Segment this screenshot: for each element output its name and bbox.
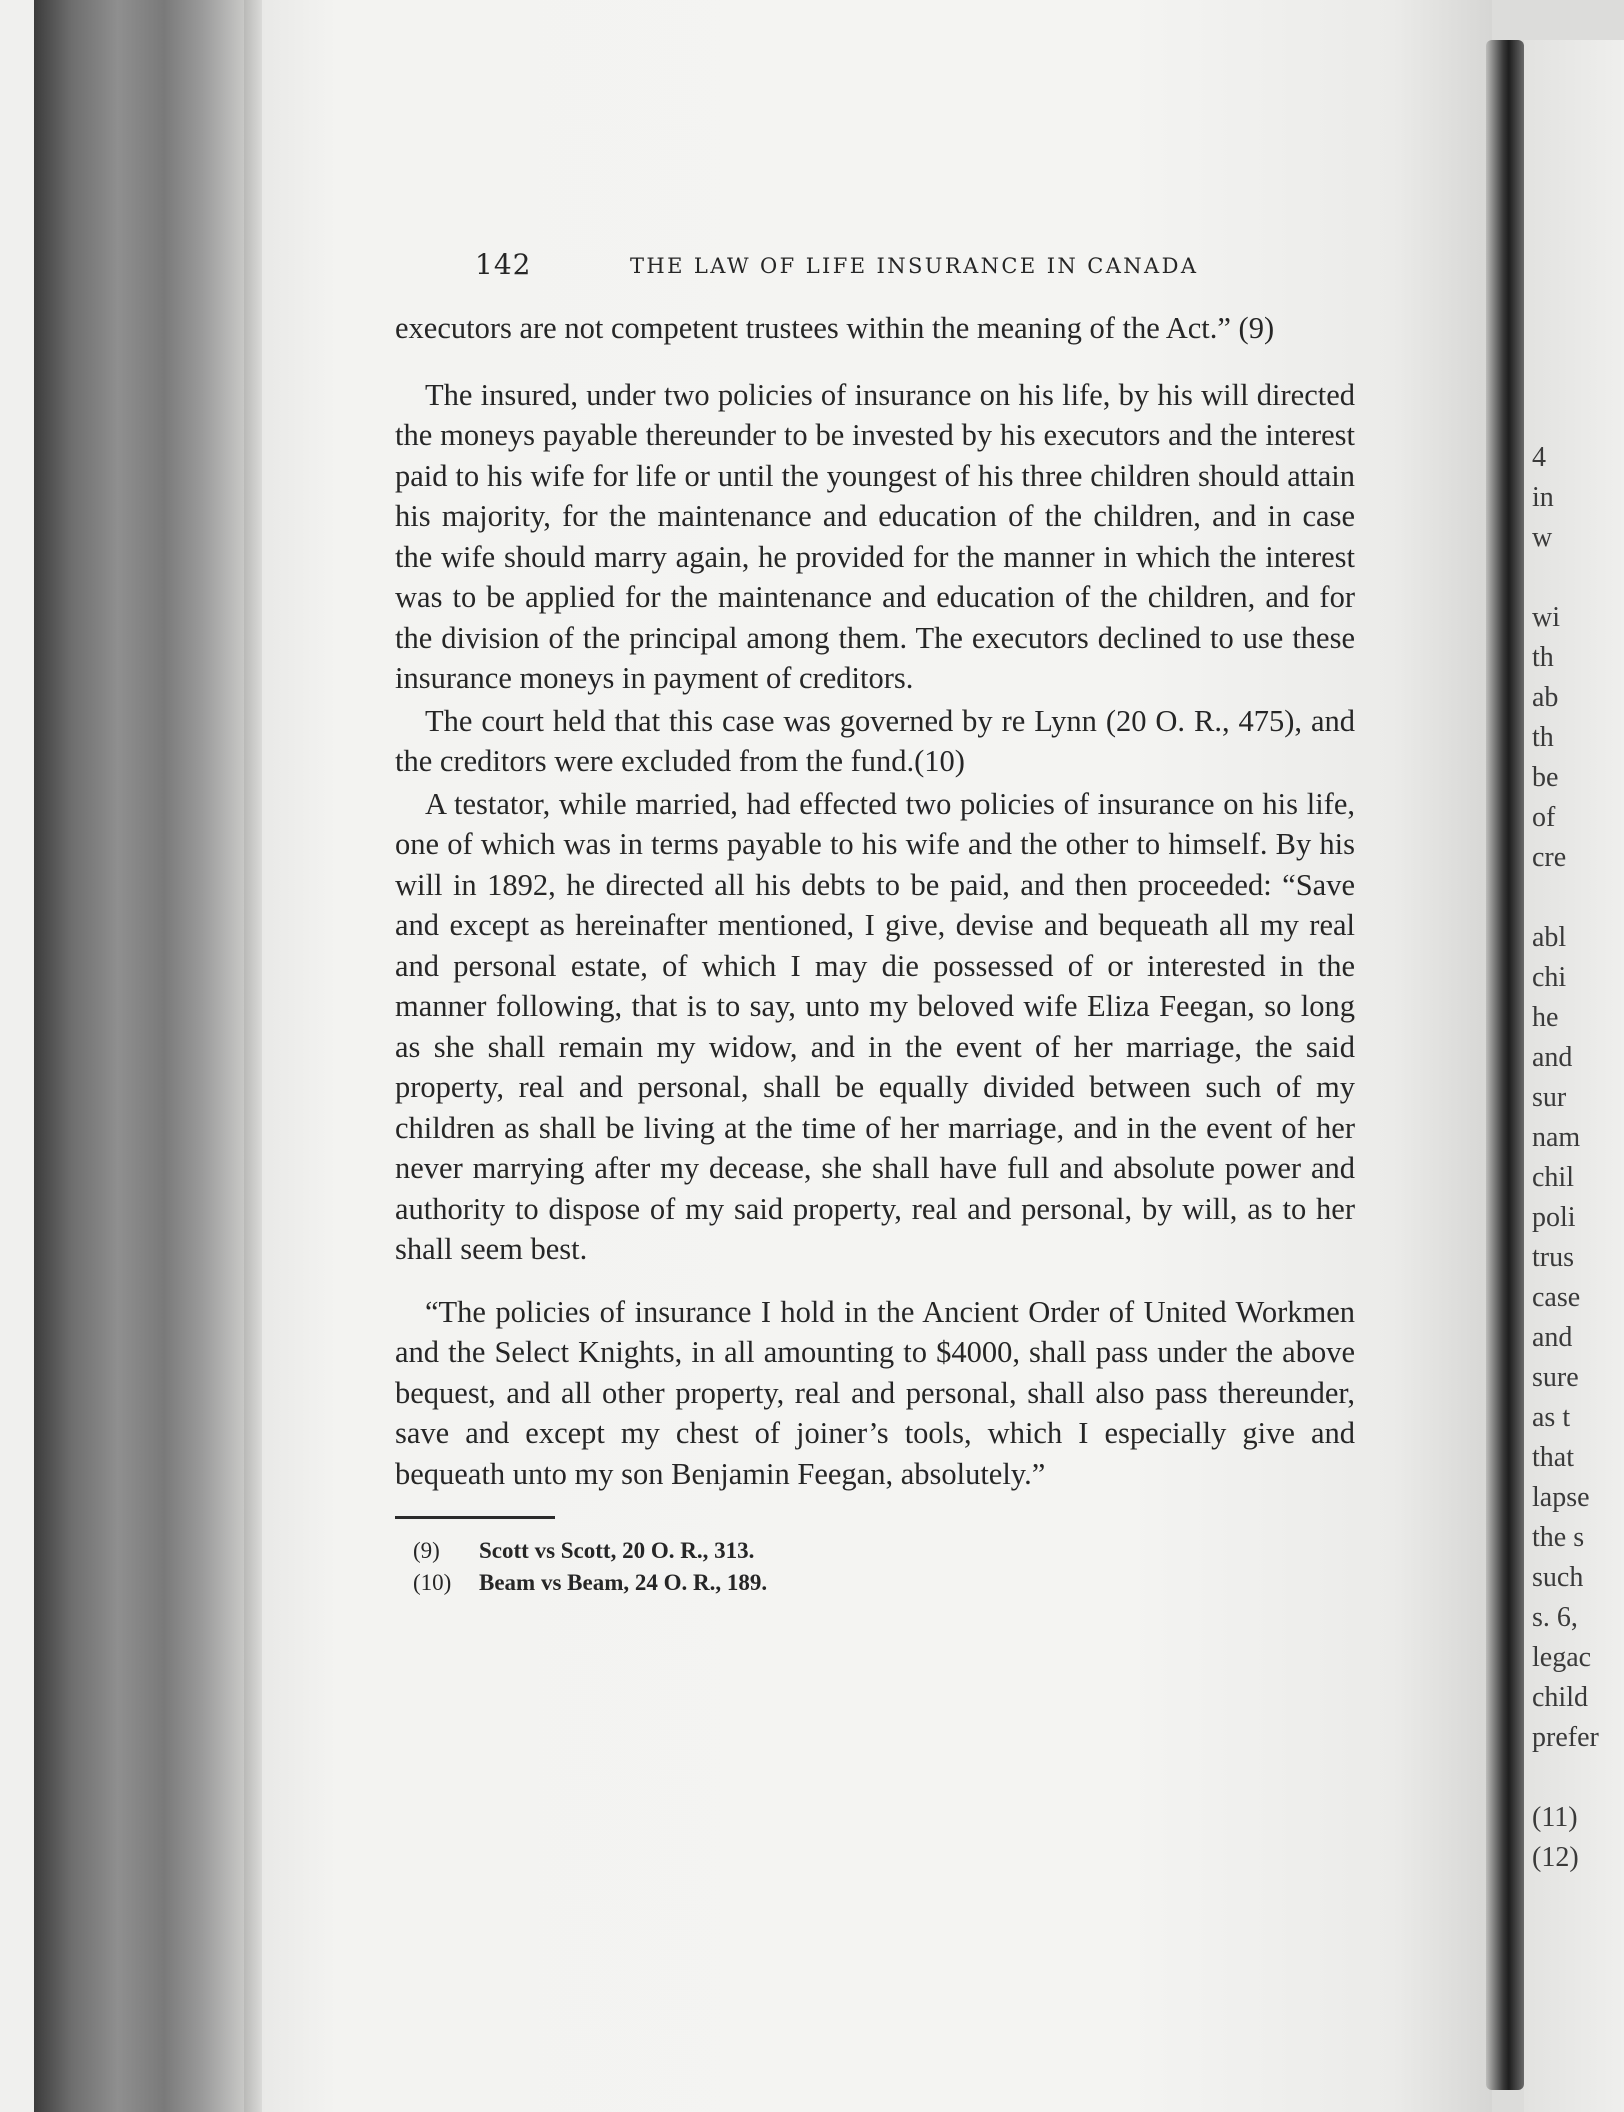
facing-page-line [1532, 1758, 1624, 1798]
book-gutter [1486, 40, 1524, 2090]
footnote-citation: Scott vs Scott, 20 O. R., 313. [479, 1538, 755, 1563]
facing-page-line: 4 [1532, 442, 1546, 473]
paragraph-court-held: The court held that this case was governed by re Lynn (20 O. R., 475), and the creditors were excluded from the fund.(10) [395, 703, 1355, 778]
facing-page-line: sure [1532, 1362, 1579, 1393]
book-page-edges [34, 0, 244, 2112]
facing-page-line: w [1532, 522, 1553, 553]
facing-page-line: that [1532, 1442, 1574, 1473]
facing-page-line: cre [1532, 842, 1567, 873]
facing-page-text [1532, 438, 1624, 1878]
facing-page-line: and [1532, 1322, 1573, 1353]
paragraph-policies-quote: “The policies of insurance I hold in the Ancient Order of United Workmen and the Select Knights, in all amounting to $4000, shall pass under the above bequest, and all other property, real and personal, shall also pass thereunder, save and except my chest of joiner’s tools, which I especially give and bequeath unto my son Benjamin Feegan, absolutely.” [395, 1294, 1355, 1491]
facing-page-line: th [1532, 722, 1554, 753]
facing-page-line: chil [1532, 1162, 1574, 1193]
facing-page-line: he [1532, 1002, 1559, 1033]
running-header [395, 248, 1355, 308]
facing-page-line: s. 6, [1532, 1602, 1578, 1633]
facing-page-line: child [1532, 1682, 1588, 1713]
facing-page-line: th [1532, 642, 1554, 673]
facing-page-line [1532, 878, 1624, 918]
facing-page-line: the s [1532, 1522, 1585, 1553]
facing-page-line: chi [1532, 962, 1567, 993]
facing-page-line: be [1532, 762, 1559, 793]
facing-page-line: such [1532, 1562, 1584, 1593]
paragraph-testator-will: A testator, while married, had effected two policies of insurance on his life, one of which was in terms payable to his wife and the other to himself. By his will in 1892, he directed all his debts to be paid, and then proceeded: “Save and except as hereinafter mentioned, I give, devise and bequeath all my real and personal estate, of which I may die possessed of or interested in the manner following, that is to say, unto my beloved wife Eliza Feegan, so long as she shall remain my widow, and in the event of her marriage, the said property, real and personal, shall be equally divided between such of my children as shall be living at the time of her marriage, and in the event of her never marrying after my decease, she shall have full and absolute power and authority to dispose of my said property, real and personal, by will, as to her shall seem best. [395, 786, 1355, 1266]
facing-page-line: of [1532, 802, 1556, 833]
running-title: THE LAW OF LIFE INSURANCE IN CANADA [630, 254, 1199, 278]
facing-page-line: ab [1532, 682, 1559, 713]
facing-page-line: poli [1532, 1202, 1576, 1233]
facing-page-line: legac [1532, 1642, 1592, 1673]
paragraph-continuation: executors are not competent trustees within the meaning of the Act.” (9) [395, 311, 1275, 345]
footnote [395, 1535, 1355, 1567]
facing-page [1524, 40, 1624, 2112]
footnote-mark: (9) [413, 1538, 440, 1563]
facing-page-line: lapse [1532, 1482, 1590, 1513]
facing-page-line: and [1532, 1042, 1573, 1073]
footnote-mark: (10) [413, 1570, 452, 1595]
facing-page-line: in [1532, 482, 1554, 513]
paragraph-insured-policies: The insured, under two policies of insurance on his life, by his will directed the moneys payable thereunder to be invested by his executors and the interest paid to his wife for life or until the youngest of his three children should attain his majority, for the maintenance and education of the children, and in case the wife should marry again, he provided for the manner in which the interest was to be applied for the maintenance and education of the children, and for the division of the principal among them. The executors declined to use these insurance moneys in payment of creditors. [395, 377, 1355, 695]
facing-page-line: nam [1532, 1122, 1581, 1153]
facing-page-line: trus [1532, 1242, 1574, 1273]
scan-margin [0, 0, 34, 2112]
footnote-divider [395, 1516, 555, 1519]
facing-page-line: case [1532, 1282, 1581, 1313]
facing-page-line: abl [1532, 922, 1567, 953]
footnotes [395, 1535, 1355, 1599]
facing-page-line: (12) [1532, 1842, 1579, 1873]
facing-page-line: sur [1532, 1082, 1567, 1113]
facing-page-line: (11) [1532, 1802, 1578, 1833]
facing-page-line: wi [1532, 602, 1560, 633]
facing-page-line: as t [1532, 1402, 1571, 1433]
facing-page-line [1532, 558, 1624, 598]
page-number: 142 [475, 248, 532, 281]
footnote [395, 1567, 1355, 1599]
page-text-block [395, 248, 1355, 1599]
footnote-citation: Beam vs Beam, 24 O. R., 189. [479, 1570, 768, 1595]
facing-page-line: prefer [1532, 1722, 1599, 1753]
